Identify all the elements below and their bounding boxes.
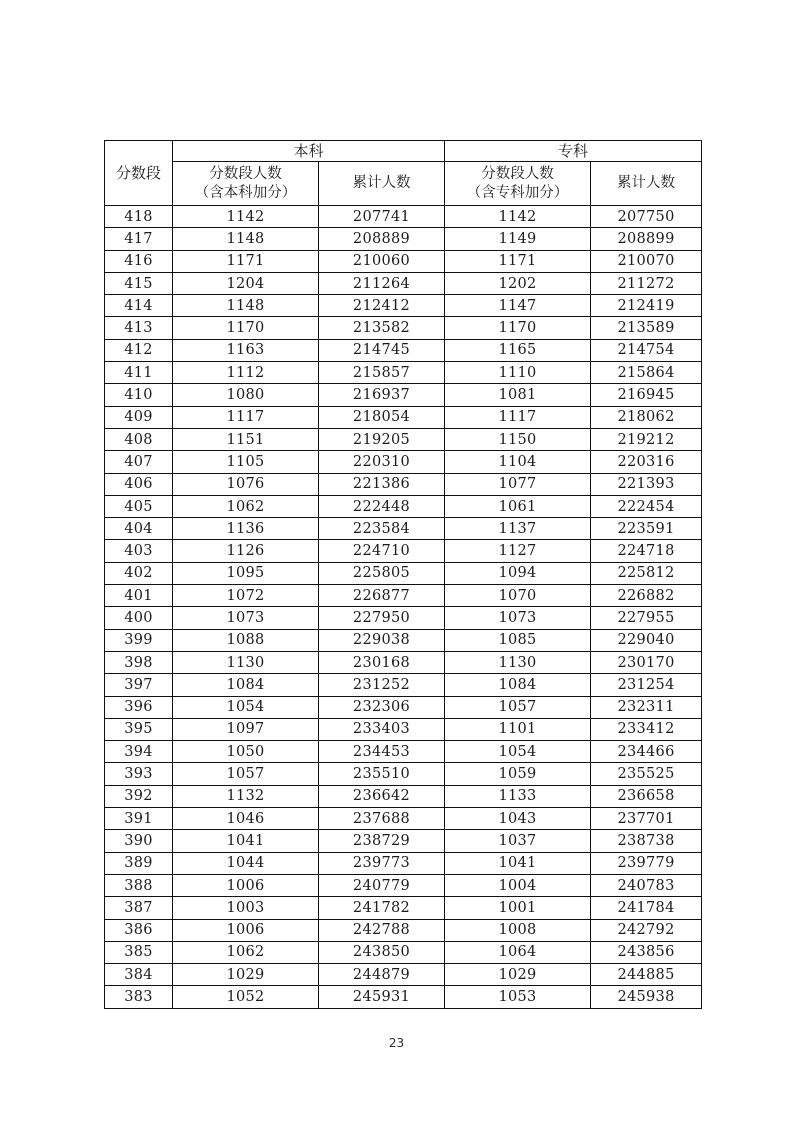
- cell-undergrad-count: 1142: [173, 206, 319, 228]
- cell-undergrad-count: 1029: [173, 964, 319, 986]
- cell-college-cumulative: 210070: [591, 250, 702, 272]
- cell-score-segment: 405: [105, 495, 173, 517]
- cell-college-cumulative: 211272: [591, 272, 702, 294]
- cell-score-segment: 401: [105, 585, 173, 607]
- cell-undergrad-count: 1073: [173, 607, 319, 629]
- cell-college-cumulative: 225812: [591, 562, 702, 584]
- cell-undergrad-cumulative: 226877: [319, 585, 445, 607]
- cell-undergrad-cumulative: 221386: [319, 473, 445, 495]
- cell-undergrad-cumulative: 224710: [319, 540, 445, 562]
- cell-college-count: 1081: [445, 384, 591, 406]
- cell-undergrad-cumulative: 213582: [319, 317, 445, 339]
- cell-college-cumulative: 232311: [591, 696, 702, 718]
- cell-undergrad-cumulative: 208889: [319, 228, 445, 250]
- cell-undergrad-count: 1151: [173, 428, 319, 450]
- cell-college-cumulative: 229040: [591, 629, 702, 651]
- cell-college-cumulative: 214754: [591, 339, 702, 361]
- table-row: [105, 206, 702, 228]
- cell-college-count: 1127: [445, 540, 591, 562]
- table-row: [105, 540, 702, 562]
- cell-college-count: 1077: [445, 473, 591, 495]
- cell-score-segment: 393: [105, 763, 173, 785]
- table-row: [105, 362, 702, 384]
- cell-undergrad-count: 1112: [173, 362, 319, 384]
- cell-college-count: 1057: [445, 696, 591, 718]
- cell-college-count: 1084: [445, 674, 591, 696]
- table-row: [105, 852, 702, 874]
- cell-undergrad-cumulative: 232306: [319, 696, 445, 718]
- cell-score-segment: 387: [105, 897, 173, 919]
- cell-undergrad-count: 1148: [173, 295, 319, 317]
- table-row: [105, 495, 702, 517]
- cell-college-cumulative: 224718: [591, 540, 702, 562]
- table-row: [105, 295, 702, 317]
- cell-college-count: 1061: [445, 495, 591, 517]
- cell-score-segment: 416: [105, 250, 173, 272]
- cell-score-segment: 395: [105, 718, 173, 740]
- cell-undergrad-cumulative: 212412: [319, 295, 445, 317]
- cell-score-segment: 399: [105, 629, 173, 651]
- cell-college-cumulative: 219212: [591, 428, 702, 450]
- cell-score-segment: 383: [105, 986, 173, 1008]
- cell-undergrad-cumulative: 218054: [319, 406, 445, 428]
- table-row: [105, 941, 702, 963]
- cell-undergrad-count: 1046: [173, 808, 319, 830]
- cell-score-segment: 400: [105, 607, 173, 629]
- cell-college-count: 1043: [445, 808, 591, 830]
- cell-college-count: 1037: [445, 830, 591, 852]
- cell-undergrad-cumulative: 234453: [319, 741, 445, 763]
- cell-undergrad-count: 1080: [173, 384, 319, 406]
- cell-undergrad-count: 1062: [173, 941, 319, 963]
- cell-undergrad-count: 1097: [173, 718, 319, 740]
- table-row: [105, 874, 702, 896]
- cell-undergrad-cumulative: 227950: [319, 607, 445, 629]
- cell-undergrad-count: 1062: [173, 495, 319, 517]
- cell-undergrad-count: 1163: [173, 339, 319, 361]
- cell-college-cumulative: 220316: [591, 451, 702, 473]
- table-row: [105, 228, 702, 250]
- cell-undergrad-cumulative: 241782: [319, 897, 445, 919]
- cell-undergrad-count: 1076: [173, 473, 319, 495]
- cell-undergrad-count: 1088: [173, 629, 319, 651]
- header-group-college: 专科: [445, 141, 702, 162]
- cell-undergrad-count: 1072: [173, 585, 319, 607]
- cell-undergrad-cumulative: 236642: [319, 785, 445, 807]
- header-college-cumulative: 累计人数: [591, 162, 702, 206]
- cell-undergrad-cumulative: 219205: [319, 428, 445, 450]
- table-row: [105, 718, 702, 740]
- table-row: [105, 607, 702, 629]
- page-number: 23: [388, 1036, 405, 1050]
- table-row: [105, 250, 702, 272]
- cell-college-count: 1170: [445, 317, 591, 339]
- cell-score-segment: 388: [105, 874, 173, 896]
- header-college-segment-count-line2: （含专科加分）: [466, 184, 569, 201]
- cell-college-count: 1117: [445, 406, 591, 428]
- cell-score-segment: 386: [105, 919, 173, 941]
- cell-college-cumulative: 243856: [591, 941, 702, 963]
- cell-score-segment: 392: [105, 785, 173, 807]
- cell-undergrad-count: 1044: [173, 852, 319, 874]
- cell-score-segment: 415: [105, 272, 173, 294]
- cell-undergrad-count: 1054: [173, 696, 319, 718]
- cell-score-segment: 389: [105, 852, 173, 874]
- cell-undergrad-cumulative: 210060: [319, 250, 445, 272]
- cell-undergrad-cumulative: 215857: [319, 362, 445, 384]
- cell-college-count: 1064: [445, 941, 591, 963]
- cell-score-segment: 413: [105, 317, 173, 339]
- cell-undergrad-cumulative: 230168: [319, 651, 445, 673]
- table-body: [105, 206, 702, 1009]
- cell-undergrad-count: 1126: [173, 540, 319, 562]
- cell-undergrad-cumulative: 222448: [319, 495, 445, 517]
- table-row: [105, 785, 702, 807]
- cell-score-segment: 398: [105, 651, 173, 673]
- cell-college-count: 1104: [445, 451, 591, 473]
- cell-college-count: 1059: [445, 763, 591, 785]
- cell-college-cumulative: 241784: [591, 897, 702, 919]
- cell-college-cumulative: 218062: [591, 406, 702, 428]
- cell-undergrad-cumulative: 244879: [319, 964, 445, 986]
- cell-undergrad-cumulative: 229038: [319, 629, 445, 651]
- cell-college-count: 1101: [445, 718, 591, 740]
- cell-score-segment: 410: [105, 384, 173, 406]
- cell-college-cumulative: 230170: [591, 651, 702, 673]
- cell-college-count: 1110: [445, 362, 591, 384]
- header-group-undergraduate: 本科: [173, 141, 445, 162]
- table-row: [105, 428, 702, 450]
- cell-score-segment: 402: [105, 562, 173, 584]
- cell-college-cumulative: 235525: [591, 763, 702, 785]
- table-row: [105, 585, 702, 607]
- cell-college-count: 1130: [445, 651, 591, 673]
- table-row: [105, 696, 702, 718]
- cell-college-count: 1142: [445, 206, 591, 228]
- cell-college-cumulative: 239779: [591, 852, 702, 874]
- table-row: [105, 473, 702, 495]
- cell-college-count: 1004: [445, 874, 591, 896]
- table-row: [105, 830, 702, 852]
- cell-score-segment: 396: [105, 696, 173, 718]
- cell-score-segment: 404: [105, 518, 173, 540]
- cell-undergrad-cumulative: 239773: [319, 852, 445, 874]
- cell-college-cumulative: 213589: [591, 317, 702, 339]
- table-header-group-row: [105, 141, 702, 162]
- cell-college-cumulative: 227955: [591, 607, 702, 629]
- cell-college-cumulative: 244885: [591, 964, 702, 986]
- cell-score-segment: 390: [105, 830, 173, 852]
- cell-college-cumulative: 226882: [591, 585, 702, 607]
- cell-college-cumulative: 236658: [591, 785, 702, 807]
- cell-college-count: 1147: [445, 295, 591, 317]
- cell-undergrad-count: 1117: [173, 406, 319, 428]
- cell-undergrad-count: 1204: [173, 272, 319, 294]
- cell-college-cumulative: 234466: [591, 741, 702, 763]
- cell-score-segment: 385: [105, 941, 173, 963]
- cell-college-count: 1094: [445, 562, 591, 584]
- cell-score-segment: 414: [105, 295, 173, 317]
- cell-undergrad-cumulative: 243850: [319, 941, 445, 963]
- cell-undergrad-count: 1003: [173, 897, 319, 919]
- table-row: [105, 317, 702, 339]
- header-score-segment: 分数段: [105, 141, 173, 206]
- table-row: [105, 384, 702, 406]
- cell-undergrad-cumulative: 214745: [319, 339, 445, 361]
- cell-college-cumulative: 223591: [591, 518, 702, 540]
- cell-score-segment: 407: [105, 451, 173, 473]
- header-undergrad-segment-count-line2: （含本科加分）: [194, 184, 297, 201]
- cell-undergrad-cumulative: 223584: [319, 518, 445, 540]
- cell-college-count: 1041: [445, 852, 591, 874]
- header-college-segment-count-line1: 分数段人数: [481, 165, 554, 182]
- table-row: [105, 651, 702, 673]
- cell-college-count: 1171: [445, 250, 591, 272]
- cell-undergrad-count: 1130: [173, 651, 319, 673]
- table-row: [105, 406, 702, 428]
- cell-college-count: 1149: [445, 228, 591, 250]
- cell-college-cumulative: 233412: [591, 718, 702, 740]
- cell-undergrad-count: 1057: [173, 763, 319, 785]
- cell-undergrad-count: 1136: [173, 518, 319, 540]
- cell-undergrad-cumulative: 242788: [319, 919, 445, 941]
- table-row: [105, 919, 702, 941]
- cell-undergrad-count: 1041: [173, 830, 319, 852]
- header-undergrad-segment-count-line1: 分数段人数: [209, 165, 282, 182]
- cell-college-cumulative: 222454: [591, 495, 702, 517]
- cell-undergrad-cumulative: 231252: [319, 674, 445, 696]
- cell-undergrad-count: 1105: [173, 451, 319, 473]
- table-row: [105, 272, 702, 294]
- table-row: [105, 674, 702, 696]
- cell-score-segment: 384: [105, 964, 173, 986]
- cell-undergrad-count: 1084: [173, 674, 319, 696]
- cell-score-segment: 417: [105, 228, 173, 250]
- header-college-segment-count: [445, 162, 591, 206]
- cell-college-count: 1073: [445, 607, 591, 629]
- cell-college-cumulative: 237701: [591, 808, 702, 830]
- cell-score-segment: 412: [105, 339, 173, 361]
- cell-college-cumulative: 245938: [591, 986, 702, 1008]
- cell-college-cumulative: 212419: [591, 295, 702, 317]
- cell-college-count: 1008: [445, 919, 591, 941]
- cell-college-count: 1029: [445, 964, 591, 986]
- cell-score-segment: 397: [105, 674, 173, 696]
- score-distribution-table: [104, 140, 702, 1009]
- cell-college-cumulative: 208899: [591, 228, 702, 250]
- cell-undergrad-count: 1006: [173, 874, 319, 896]
- table-row: [105, 964, 702, 986]
- table-row: [105, 897, 702, 919]
- table-row: [105, 451, 702, 473]
- cell-undergrad-cumulative: 225805: [319, 562, 445, 584]
- cell-college-count: 1053: [445, 986, 591, 1008]
- cell-undergrad-cumulative: 211264: [319, 272, 445, 294]
- cell-score-segment: 403: [105, 540, 173, 562]
- cell-undergrad-count: 1050: [173, 741, 319, 763]
- table-row: [105, 562, 702, 584]
- cell-undergrad-cumulative: 245931: [319, 986, 445, 1008]
- table-row: [105, 763, 702, 785]
- cell-score-segment: 406: [105, 473, 173, 495]
- cell-undergrad-count: 1052: [173, 986, 319, 1008]
- table-row: [105, 339, 702, 361]
- cell-college-count: 1054: [445, 741, 591, 763]
- cell-college-cumulative: 240783: [591, 874, 702, 896]
- cell-score-segment: 418: [105, 206, 173, 228]
- cell-college-cumulative: 215864: [591, 362, 702, 384]
- cell-score-segment: 408: [105, 428, 173, 450]
- cell-undergrad-cumulative: 216937: [319, 384, 445, 406]
- cell-score-segment: 411: [105, 362, 173, 384]
- cell-college-cumulative: 221393: [591, 473, 702, 495]
- cell-college-count: 1133: [445, 785, 591, 807]
- header-undergrad-cumulative: 累计人数: [319, 162, 445, 206]
- cell-undergrad-count: 1132: [173, 785, 319, 807]
- table-header-column-row: [105, 162, 702, 206]
- cell-undergrad-cumulative: 220310: [319, 451, 445, 473]
- cell-college-cumulative: 242792: [591, 919, 702, 941]
- cell-college-count: 1150: [445, 428, 591, 450]
- cell-undergrad-cumulative: 237688: [319, 808, 445, 830]
- cell-college-count: 1085: [445, 629, 591, 651]
- cell-undergrad-count: 1171: [173, 250, 319, 272]
- cell-college-cumulative: 231254: [591, 674, 702, 696]
- cell-undergrad-count: 1095: [173, 562, 319, 584]
- table-row: [105, 986, 702, 1008]
- cell-undergrad-cumulative: 235510: [319, 763, 445, 785]
- table-row: [105, 518, 702, 540]
- table-row: [105, 741, 702, 763]
- cell-score-segment: 391: [105, 808, 173, 830]
- cell-college-count: 1202: [445, 272, 591, 294]
- cell-undergrad-cumulative: 207741: [319, 206, 445, 228]
- cell-college-count: 1001: [445, 897, 591, 919]
- table-row: [105, 629, 702, 651]
- cell-college-count: 1137: [445, 518, 591, 540]
- cell-undergrad-cumulative: 233403: [319, 718, 445, 740]
- table-header: [105, 141, 702, 206]
- cell-college-cumulative: 238738: [591, 830, 702, 852]
- cell-undergrad-count: 1170: [173, 317, 319, 339]
- cell-score-segment: 409: [105, 406, 173, 428]
- cell-undergrad-count: 1148: [173, 228, 319, 250]
- cell-undergrad-cumulative: 240779: [319, 874, 445, 896]
- cell-undergrad-count: 1006: [173, 919, 319, 941]
- cell-college-count: 1165: [445, 339, 591, 361]
- cell-score-segment: 394: [105, 741, 173, 763]
- table-row: [105, 808, 702, 830]
- cell-college-cumulative: 207750: [591, 206, 702, 228]
- header-undergrad-segment-count: [173, 162, 319, 206]
- cell-college-cumulative: 216945: [591, 384, 702, 406]
- cell-college-count: 1070: [445, 585, 591, 607]
- cell-undergrad-cumulative: 238729: [319, 830, 445, 852]
